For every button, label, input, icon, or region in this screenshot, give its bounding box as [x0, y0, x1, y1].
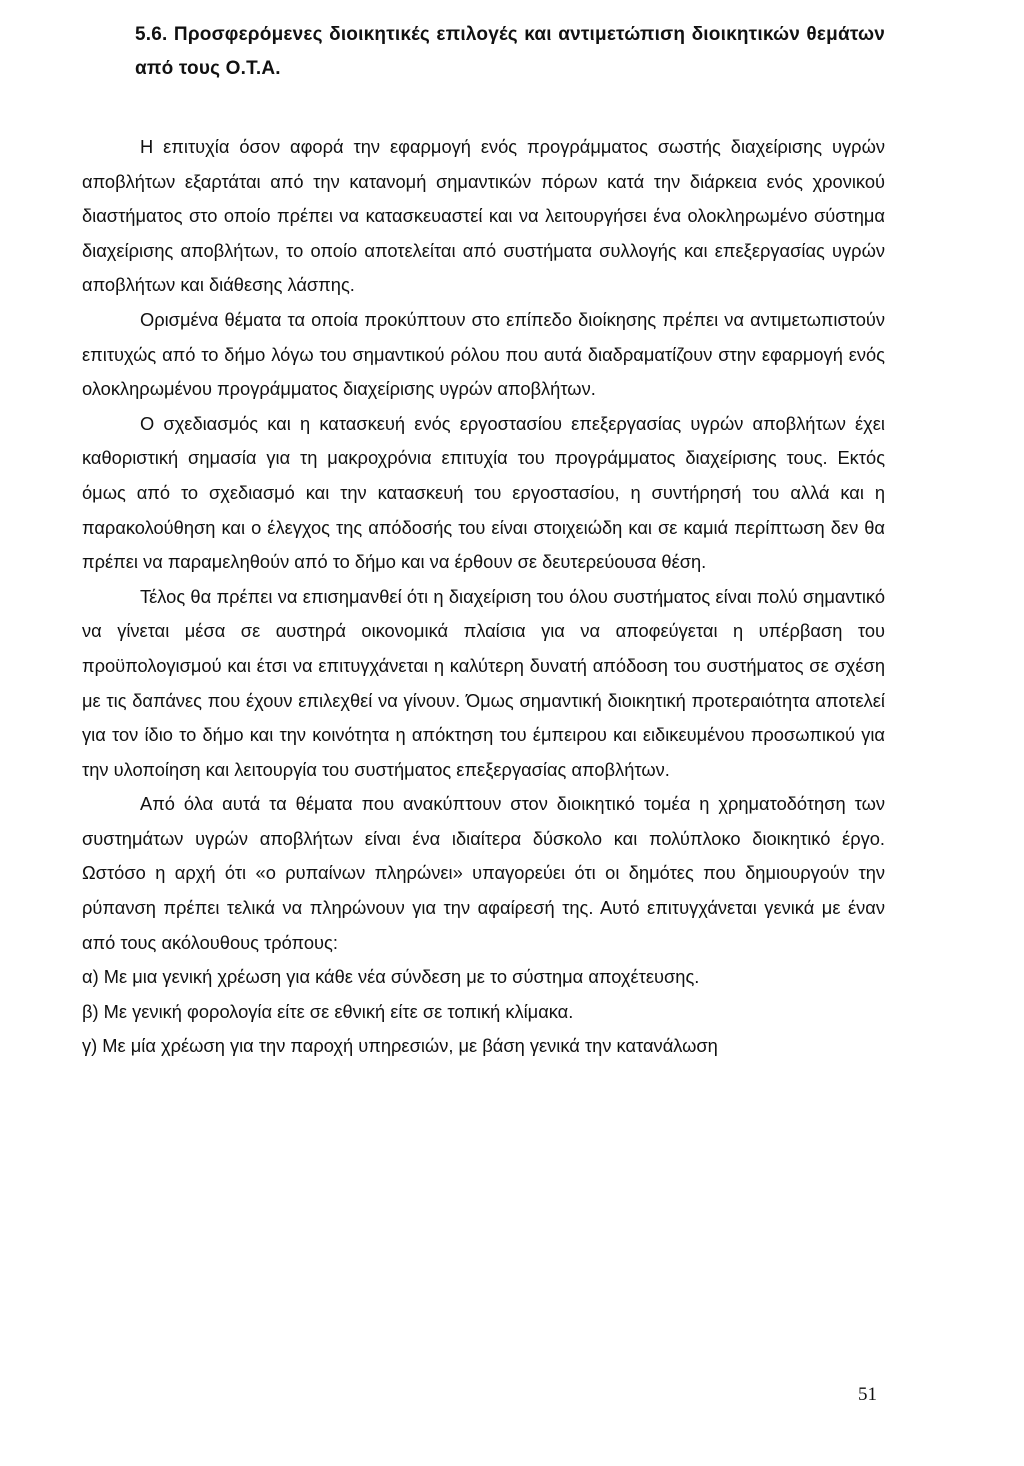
paragraph-plant-design: Ο σχεδιασμός και η κατασκευή ενός εργοστασίου επεξεργασίας υγρών αποβλήτων έχει καθοριστική σημασία για τη μακροχρόνια επιτυχία του προγράμματος διαχείρισης τους. Εκτός όμως από το σχεδιασμό και την κατασκευή του εργοστασίου, η συντήρησή του αλλά και η παρακολούθηση και ο έλεγχος της απόδοσής του είναι στοιχειώδη και σε καμιά περίπτωση δεν θα πρέπει να παραμεληθούν από το δήμο και να έρθουν σε δευτερεύουσα θέση. — [82, 412, 885, 573]
paragraph-financial-management: Τέλος θα πρέπει να επισημανθεί ότι η διαχείριση του όλου συστήματος είναι πολύ σημαντικό να γίνεται μέσα σε αυστηρά οικονομικά πλαίσια για να αποφεύγεται η υπέρβαση του προϋπολογισμού και έτσι να επιτυγχάνεται η καλύτερη δυνατή απόδοση του συστήματος σε σχέση με τις δαπάνες που έχουν επιλεχθεί να γίνουν. Όμως σημαντική διοικητική προτεραιότητα αποτελεί για τον ίδιο το δήμο και την κοινότητα η απόκτηση του έμπειρου και ειδικευμένου προσωπικού για την υλοποίηση και λειτουργία του συστήματος επεξεργασίας αποβλήτων. — [82, 585, 885, 780]
list-item: β) Με γενική φορολογία είτε σε εθνική είτε σε τοπική κλίμακα. — [82, 1000, 574, 1022]
page-number: 51 — [858, 1384, 877, 1405]
paragraph-admin-issues: Ορισμένα θέματα τα οποία προκύπτουν στο επίπεδο διοίκησης πρέπει να αντιμετωπιστούν επιτυχώς από το δήμο λόγω του σημαντικού ρόλου που αυτά διαδραματίζουν στην εφαρμογή ενός ολοκληρωμένου προγράμματος διαχείρισης υγρών αποβλήτων. — [82, 308, 885, 400]
list-item: γ) Με μία χρέωση για την παροχή υπηρεσιών, με βάση γενικά την κατανάλωση — [82, 1035, 718, 1057]
paragraph-intro — [82, 130, 885, 303]
section-heading: 5.6. Προσφερόμενες διοικητικές επιλογές και αντιμετώπιση διοικητικών θεμάτων από τους Ο.Τ.Α. — [135, 24, 885, 79]
paragraph-financing: Από όλα αυτά τα θέματα που ανακύπτουν στον διοικητικό τομέα η χρηματοδότηση των συστημάτων υγρών αποβλήτων είναι ένα ιδιαίτερα δύσκολο και πολύπλοκο διοικητικό έργο. Ωστόσο η αρχή ότι «ο ρυπαίνων πληρώνει» υπαγορεύει ότι οι δημότες που δημιουργούν την ρύπανση πρέπει τελικά να πληρώνουν για την αφαίρεσή της. Αυτό επιτυγχάνεται γενικά με έναν από τους ακόλουθους τρόπους: — [82, 793, 885, 953]
list-item: α) Με μια γενική χρέωση για κάθε νέα σύνδεση με το σύστημα αποχέτευσης. — [82, 966, 700, 988]
paragraph-intro-text: Η επιτυχία όσον αφορά την εφαρμογή ενός προγράμματος σωστής διαχείρισης υγρών αποβλήτων εξαρτάται από την κατανομή σημαντικών πόρων κατά την διάρκεια ενός χρονικού διαστήματος στο οποίο πρέπει να κατασκευαστεί και να λειτουργήσει ένα ολοκληρωμένο σύστημα διαχείρισης αποβλήτων, το οποίο αποτελείται από συστήματα συλλογής και επεξεργασίας υγρών αποβλήτων και διάθεσης λάσπης. — [82, 136, 885, 296]
body-text — [82, 130, 885, 1064]
